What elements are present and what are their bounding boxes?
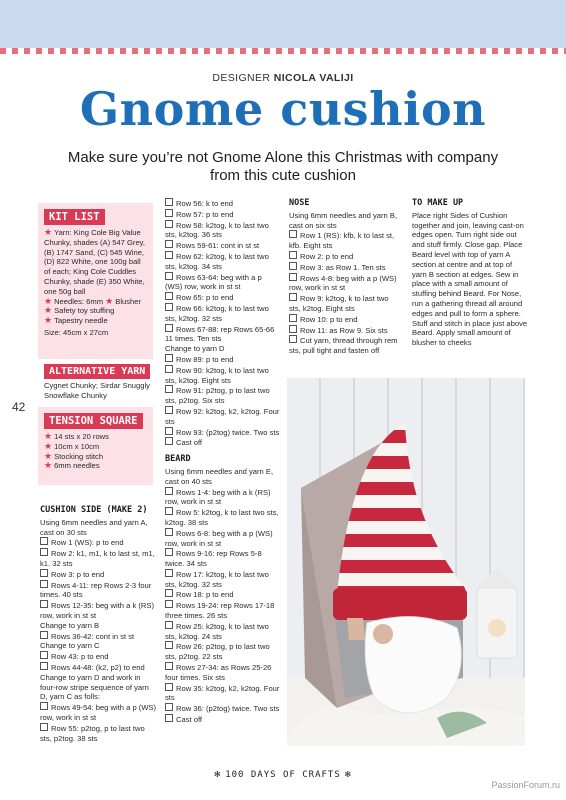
instruction-line: Row 1 (RS): kfb, k to last st, kfb. Eight sts — [289, 231, 395, 251]
instruction-line: Row 35: k2tog, k2, k2tog. Four sts — [165, 683, 280, 703]
star-icon: ★ — [44, 295, 53, 306]
tension-item: ★ 14 sts x 20 rows — [44, 431, 109, 441]
tension-item: ★ Stocking stitch — [44, 450, 104, 461]
checkbox-icon — [40, 580, 48, 588]
column-two-lines-a — [165, 198, 281, 448]
checkbox-icon — [165, 209, 173, 217]
page-footer — [0, 769, 566, 780]
instruction-line: Rows 12-35: beg with a k (RS) row, work in st st — [40, 601, 154, 620]
checkbox-icon — [289, 293, 297, 301]
checkbox-icon — [40, 662, 48, 670]
checkbox-icon — [165, 406, 173, 414]
checkbox-icon — [165, 365, 173, 373]
checkbox-icon — [165, 589, 173, 597]
checkbox-icon — [40, 548, 48, 556]
instruction-line: Row 36: (p2tog) twice. Two sts — [165, 703, 281, 714]
kit-item: ★ Needles: 6mm ★ Blusher — [44, 295, 141, 306]
checkbox-icon — [40, 723, 48, 731]
star-icon: ★ — [44, 305, 53, 316]
instruction-line: Rows 67-88: rep Rows 65-66 11 times. Ten sts — [165, 324, 275, 344]
instruction-line: Row 58: k2tog, k to last two sts, k2tog. 36 sts — [165, 220, 269, 240]
checkbox-icon — [165, 641, 173, 649]
instruction-line: Rows 1-4: beg with a k (RS) row, work in st st — [165, 487, 271, 507]
checkbox-icon — [289, 325, 297, 333]
instruction-line: Cut yarn, thread through rem sts, pull tight and fasten off — [289, 336, 398, 356]
instruction-line: Row 89: p to end — [165, 354, 281, 365]
instruction-line: Row 93: (p2tog) twice. Two sts — [165, 427, 281, 438]
instruction-line: Row 3: as Row 1. Ten sts — [289, 262, 401, 273]
star-icon: ★ — [44, 440, 53, 451]
instruction-line: Row 91: p2tog, p to last two sts, p2tog. Six sts — [165, 386, 270, 406]
checkbox-icon — [165, 198, 173, 206]
tension-items — [44, 432, 147, 471]
instruction-line: Row 65: p to end — [165, 292, 281, 303]
instruction-line: Row 43: p to end — [40, 651, 158, 662]
checkbox-icon — [165, 548, 173, 556]
instruction-line: Row 1 (WS): p to end — [40, 537, 158, 548]
tension-heading: TENSION SQUARE — [44, 413, 143, 429]
instruction-line: Rows 27-34: as Rows 25-26 four times. Six sts — [165, 663, 272, 682]
instruction-line: Rows 6-8: beg with a p (WS) row, work in st st — [165, 528, 273, 548]
checkbox-icon — [165, 437, 173, 445]
checkbox-icon — [165, 507, 173, 515]
tension-item: ★ 6mm needles — [44, 460, 100, 471]
instruction-line: Rows 49-54: beg with a p (WS) row, work in st st — [40, 703, 157, 722]
checkbox-icon — [165, 683, 173, 691]
watermark: PassionForum.ru — [491, 780, 560, 790]
instruction-line: Rows 4-11: rep Rows 2-3 four times. 40 sts — [40, 580, 152, 600]
checkbox-icon — [165, 240, 173, 248]
cushion-side-heading: CUSHION SIDE (MAKE 2) — [40, 505, 148, 515]
instruction-line: Row 26: p2tog, p to last two sts, p2tog. 22 sts — [165, 642, 270, 662]
checkbox-icon — [165, 292, 173, 300]
kit-item: ★ Safety toy stuffing — [44, 305, 115, 316]
star-icon: ★ — [44, 431, 53, 441]
instruction-line: Row 57: p to end — [165, 209, 281, 220]
checkbox-icon — [165, 272, 173, 280]
make-up-heading: TO MAKE UP — [412, 198, 464, 208]
make-up-section — [412, 199, 528, 348]
instruction-line: Rows 9-16: rep Rows 5-8 twice. 34 sts — [165, 549, 262, 569]
snowflake-icon: ✻ — [214, 769, 222, 780]
footer-text: 100 DAYS OF CRAFTS — [225, 770, 341, 780]
star-icon: ★ — [44, 460, 53, 471]
checkbox-icon — [289, 335, 297, 343]
instruction-line: Row 11: as Row 9. Six sts — [289, 325, 401, 336]
kit-list-heading: KIT LIST — [44, 209, 105, 225]
beard-heading: BEARD — [165, 454, 191, 465]
kit-size: Size: 45cm x 27cm — [44, 327, 109, 337]
checkbox-icon — [40, 702, 48, 710]
kit-list-items — [44, 228, 147, 338]
instruction-line: Change to yarn D and work in four-row stripe sequence of yarn D, yarn C as folls: — [40, 672, 149, 702]
star-icon: ★ — [44, 315, 53, 326]
checkbox-icon — [289, 251, 297, 259]
instruction-line: Rows 59-61: cont in st st — [165, 240, 281, 251]
instruction-line: Row 5: k2tog, k to last two sts, k2tog. 38 sts — [165, 508, 279, 527]
instruction-line: Using 6mm needles and yarn A, cast on 30 sts — [40, 517, 148, 537]
instruction-line: Row 92: k2tog, k2, k2tog. Four sts — [165, 406, 280, 426]
checkbox-icon — [165, 427, 173, 435]
checkbox-icon — [289, 262, 297, 270]
nose-heading: NOSE — [289, 198, 310, 208]
designer-prefix: DESIGNER — [212, 72, 271, 84]
photo-illustration — [287, 378, 525, 746]
checkbox-icon — [289, 273, 297, 281]
instruction-line: Cast off — [165, 437, 281, 448]
checkbox-icon — [165, 569, 173, 577]
checkbox-icon — [165, 487, 173, 495]
instruction-line: Rows 36-42: cont in st st — [40, 631, 158, 642]
instruction-line: Using 6mm needles and yarn B, cast on six sts — [289, 210, 398, 230]
instruction-line: Row 55: p2tog, p to last two sts, p2tog. 38 sts — [40, 723, 145, 743]
instruction-line: Row 9: k2tog, k to last two sts, k2tog. Eight sts — [289, 294, 389, 313]
star-icon: ★ — [105, 295, 114, 306]
instruction-line: Rows 19-24: rep Rows 17-18 three times. 26 sts — [165, 601, 275, 621]
checkbox-icon — [40, 537, 48, 545]
checkbox-icon — [165, 324, 173, 332]
instruction-line: Rows 63-64: beg with a p (WS) row, work in st st — [165, 272, 262, 292]
instruction-line: Change to yarn D — [165, 344, 225, 354]
checkbox-icon — [165, 662, 173, 670]
instruction-line: Row 10: p to end — [289, 314, 401, 325]
checkbox-icon — [40, 600, 48, 608]
kit-item: ★ Yarn: King Cole Big Value Chunky, shades (A) 547 Grey, (B) 1747 Sand, (C) 545 Wine, (D) 822 White, one 100g ball of each; King Cole Cuddles Chunky, shade (E) 350 White, one 50g ball — [44, 227, 146, 296]
checkbox-icon — [165, 703, 173, 711]
checkbox-icon — [40, 569, 48, 577]
kit-item: ★ Tapestry needle — [44, 315, 108, 326]
instruction-line: Row 66: k2tog, k to last two sts, k2tog. 32 sts — [165, 303, 269, 323]
checkbox-icon — [165, 528, 173, 536]
page-subtitle: Make sure you’re not Gnome Alone this Christmas with company from this cute cushion — [67, 149, 499, 184]
instruction-line: Row 25: k2tog, k to last two sts, k2tog. 24 sts — [165, 621, 269, 641]
tension-item: ★ 10cm x 10cm — [44, 440, 100, 451]
star-icon: ★ — [44, 227, 53, 237]
instruction-line: Using 6mm needles and yarn E, cast on 40 sts — [165, 466, 274, 486]
beard-lines — [165, 467, 281, 725]
tension-square-box — [38, 407, 153, 485]
header-band — [0, 0, 566, 48]
page-title: Gnome cushion — [79, 82, 487, 136]
checkbox-icon — [165, 385, 173, 393]
checkbox-icon — [165, 354, 173, 362]
star-icon: ★ — [44, 450, 53, 461]
alternative-yarn-text: Cygnet Chunky; Sirdar Snuggly Snowflake Chunky — [44, 381, 150, 400]
instruction-line: Rows 44-48: (k2, p2) to end — [40, 662, 158, 673]
checkbox-icon — [40, 631, 48, 639]
instruction-line: Rows 4-8: beg with a p (WS) row, work in st st — [289, 273, 397, 293]
cushion-side-lines — [40, 518, 158, 744]
instruction-line: Change to yarn C — [40, 641, 100, 651]
checkbox-icon — [289, 230, 297, 238]
checkbox-icon — [165, 621, 173, 629]
checkbox-icon — [165, 220, 173, 228]
kit-list-box — [38, 203, 153, 359]
instruction-line: Row 56: k to end — [165, 198, 281, 209]
instruction-line: Row 90: k2tog, k to last two sts, k2tog. Eight sts — [165, 365, 269, 385]
checkbox-icon — [289, 314, 297, 322]
instruction-line: Row 2: k1, m1, k to last st, m1, k1. 32 sts — [40, 549, 155, 568]
checkbox-icon — [165, 714, 173, 722]
instruction-line: Row 62: k2tog, k to last two sts, k2tog. 34 sts — [165, 251, 269, 271]
instruction-line: Row 3: p to end — [40, 569, 158, 580]
instruction-line: Change to yarn B — [40, 620, 100, 630]
designer-name: NICOLA VALIJI — [273, 72, 354, 84]
alternative-yarn-heading: ALTERNATIVE YARN — [44, 364, 150, 379]
cushion-side-section — [40, 506, 158, 743]
gnome-cushion-photo — [287, 378, 525, 746]
instruction-line: Cast off — [165, 714, 281, 725]
checkbox-icon — [40, 651, 48, 659]
page-number: 42 — [12, 400, 26, 414]
header-stripe — [0, 48, 566, 54]
snowflake-icon: ✻ — [344, 769, 352, 780]
instruction-line: Row 2: p to end — [289, 251, 401, 262]
checkbox-icon — [165, 303, 173, 311]
checkbox-icon — [165, 251, 173, 259]
nose-lines — [289, 211, 401, 356]
column-two — [165, 198, 281, 725]
make-up-text: Place right Sides of Cushion together and join, leaving cast-on edges open. Turn right side out and stuff firmly. Close gap. Place Beard level with top of yarn A section at centre and at top of yarn B section at edges. Sew in place with a small amount of stuffing behind Beard. For Nose, run a gathering thread all around edges and pull to form a sphere. Stuff and stitch in place just above Beard. Apply small amount of blusher to cheeks — [412, 210, 528, 348]
checkbox-icon — [165, 600, 173, 608]
nose-section — [289, 199, 401, 356]
instruction-line: Row 17: k2tog, k to last two sts, k2tog. 32 sts — [165, 569, 269, 589]
instruction-line: Row 18: p to end — [165, 589, 281, 600]
